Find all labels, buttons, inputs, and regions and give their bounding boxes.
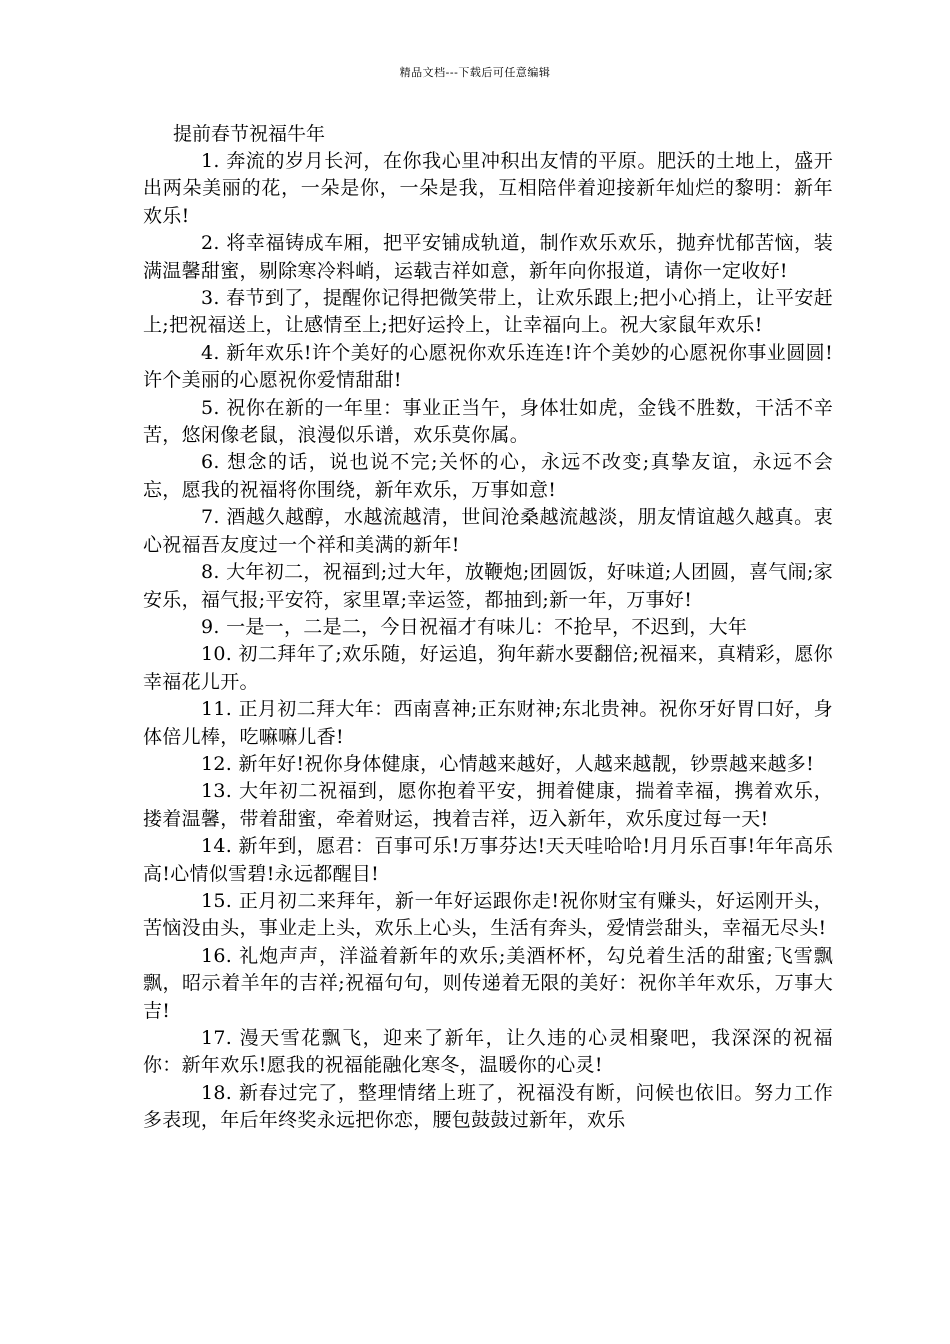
paragraph-4: 4. 新年欢乐!许个美好的心愿祝你欢乐连连!许个美妙的心愿祝你事业圆圆!许个美丽的心愿祝你爱情甜甜! [143,341,833,392]
paragraph-18: 18. 新春过完了，整理情绪上班了，祝福没有断，问候也依旧。努力工作多表现，年后年终奖永远把你恋，腰包鼓鼓过新年，欢乐 [143,1081,833,1132]
paragraph-11: 11. 正月初二拜大年：西南喜神;正东财神;东北贵神。祝你牙好胃口好，身体倍儿棒，吃嘛嘛儿香! [143,698,833,748]
paragraph-7: 7. 酒越久越醇，水越流越清，世间沧桑越流越淡，朋友情谊越久越真。衷心祝福吾友度过一个祥和美满的新年! [143,506,833,556]
paragraph-8: 8. 大年初二，祝福到;过大年，放鞭炮;团圆饭，好味道;人团圆，喜气闹;家安乐，福气报;平安符，家里罩;幸运签，都抽到;新一年，万事好! [143,561,833,611]
paragraph-13: 13. 大年初二祝福到，愿你抱着平安，拥着健康，揣着幸福，携着欢乐，搂着温馨，带着甜蜜，牵着财运，拽着吉祥，迈入新年，欢乐度过每一天! [143,780,833,830]
paragraph-17: 17. 漫天雪花飘飞，迎来了新年，让久违的心灵相聚吧，我深深的祝福你：新年欢乐!愿我的祝福能融化寒冬，温暖你的心灵! [143,1027,833,1077]
paragraph-12: 12. 新年好!祝你身体健康，心情越来越好，人越来越靓，钞票越来越多! [201,752,815,775]
paragraph-15: 15. 正月初二来拜年，新一年好运跟你走!祝你财宝有赚头，好运刚开头，苦恼没由头，事业走上头，欢乐上心头，生活有奔头，爱情尝甜头，幸福无尽头! [143,889,833,940]
paragraph-9: 9. 一是一，二是二，今日祝福才有味儿：不抢早，不迟到，大年 [201,615,748,638]
paragraph-1: 1. 奔流的岁月长河，在你我心里冲积出友情的平原。肥沃的土地上，盛开出两朵美丽的花，一朵是你，一朵是我，互相陪伴着迎接新年灿烂的黎明：新年欢乐! [143,150,833,227]
paragraph-16: 16. 礼炮声声，洋溢着新年的欢乐;美酒杯杯，勾兑着生活的甜蜜;飞雪飘飘，昭示着羊年的吉祥;祝福句句，则传递着无限的美好：祝你羊年欢乐，万事大吉! [143,944,833,1022]
paragraph-14: 14. 新年到，愿君：百事可乐!万事芬达!天天哇哈哈!月月乐百事!年年高乐高!心情似雪碧!永远都醒目! [143,835,833,885]
paragraph-6: 6. 想念的话，说也说不完;关怀的心，永远不改变;真挚友谊，永远不会忘，愿我的祝福将你围绕，新年欢乐，万事如意! [143,451,833,501]
paragraph-10: 10. 初二拜年了;欢乐随，好运追，狗年薪水要翻倍;祝福来，真精彩，愿你幸福花儿开。 [143,643,833,693]
paragraph-2: 2. 将幸福铸成车厢，把平安铺成轨道，制作欢乐欢乐，抛弃忧郁苦恼，装满温馨甜蜜，剔除寒冷料峭，运载吉祥如意，新年向你报道，请你一定收好! [143,232,833,282]
page-header: 精品文档---下载后可任意编辑 [399,66,551,79]
paragraph-3: 3. 春节到了，提醒你记得把微笑带上，让欢乐跟上;把小心捎上，让平安赶上;把祝福送上，让感情至上;把好运拎上，让幸福向上。祝大家鼠年欢乐! [143,287,833,337]
document-title: 提前春节祝福牛年 [173,123,326,145]
paragraph-5: 5. 祝你在新的一年里：事业正当午，身体壮如虎，金钱不胜数，干活不辛苦，悠闲像老鼠，浪漫似乐谱，欢乐莫你属。 [143,396,833,447]
document-body [143,148,833,1135]
